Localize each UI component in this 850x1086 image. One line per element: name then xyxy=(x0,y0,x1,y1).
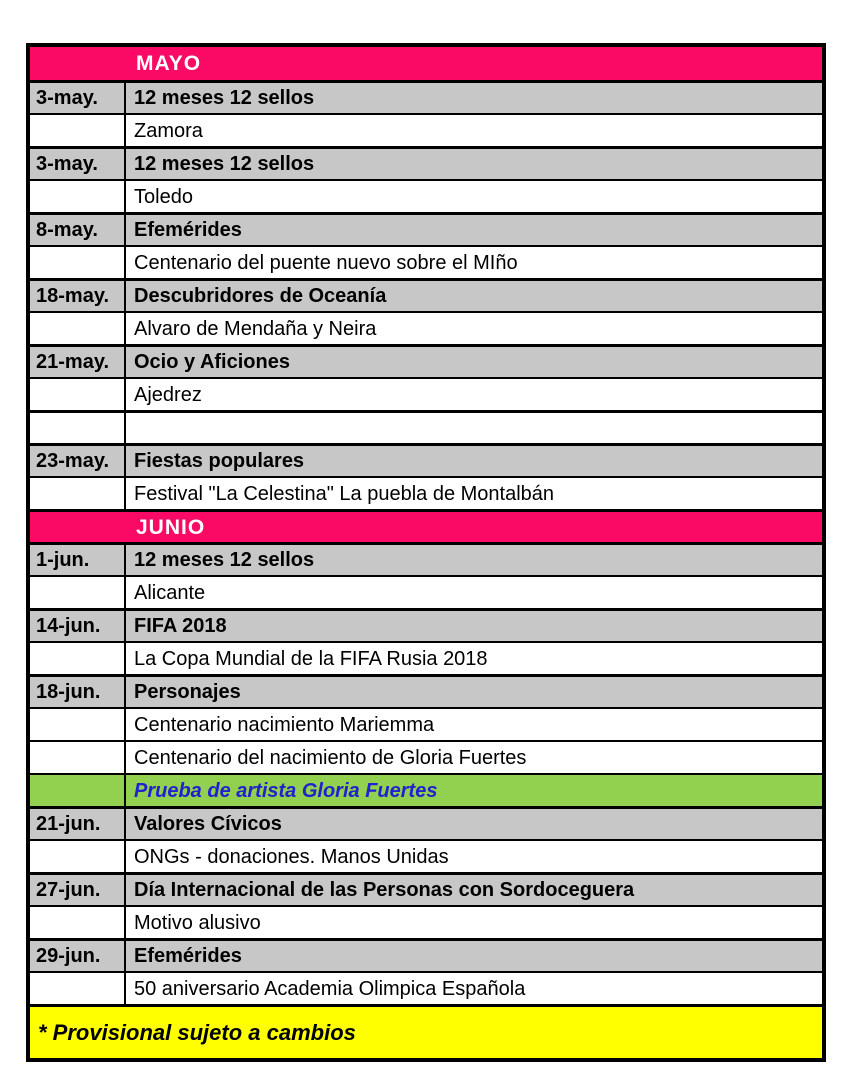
event-detail-cell: Centenario del puente nuevo sobre el MIño xyxy=(126,247,822,278)
table-row xyxy=(30,707,822,740)
event-title-cell: Personajes xyxy=(126,677,822,707)
date-cell xyxy=(30,841,126,872)
table-row xyxy=(30,575,822,608)
date-cell: 8-may. xyxy=(30,215,126,245)
event-detail-cell: Toledo xyxy=(126,181,822,212)
event-title-cell: FIFA 2018 xyxy=(126,611,822,641)
month-title: MAYO xyxy=(136,52,202,75)
month-header-row xyxy=(30,509,822,542)
table-row xyxy=(30,377,822,410)
table-row xyxy=(30,674,822,707)
date-cell: 23-may. xyxy=(30,446,126,476)
event-detail-cell: Ajedrez xyxy=(126,379,822,410)
table-row xyxy=(30,410,822,443)
date-cell xyxy=(30,115,126,146)
date-cell: 14-jun. xyxy=(30,611,126,641)
event-title-cell: Descubridores de Oceanía xyxy=(126,281,822,311)
month-header-row xyxy=(30,47,822,80)
event-title-cell: 12 meses 12 sellos xyxy=(126,83,822,113)
date-cell xyxy=(30,478,126,509)
event-detail-cell: Alicante xyxy=(126,577,822,608)
date-cell: 21-jun. xyxy=(30,809,126,839)
event-title-cell: 12 meses 12 sellos xyxy=(126,545,822,575)
table-row xyxy=(30,740,822,773)
event-detail-cell: Centenario del nacimiento de Gloria Fuertes xyxy=(126,742,822,773)
date-cell: 3-may. xyxy=(30,83,126,113)
event-detail-cell: Festival "La Celestina" La puebla de Montalbán xyxy=(126,478,822,509)
footer-note-row xyxy=(30,1004,822,1058)
date-cell xyxy=(30,577,126,608)
event-detail-cell: Centenario nacimiento Mariemma xyxy=(126,709,822,740)
date-cell xyxy=(30,413,126,443)
table-row xyxy=(30,971,822,1004)
event-detail-cell: La Copa Mundial de la FIFA Rusia 2018 xyxy=(126,643,822,674)
event-title-cell: Fiestas populares xyxy=(126,446,822,476)
event-title-cell: Ocio y Aficiones xyxy=(126,347,822,377)
date-cell: 27-jun. xyxy=(30,875,126,905)
date-cell xyxy=(30,775,126,806)
date-cell: 18-may. xyxy=(30,281,126,311)
date-cell xyxy=(30,181,126,212)
event-detail-cell: Prueba de artista Gloria Fuertes xyxy=(126,775,822,806)
table-row xyxy=(30,608,822,641)
date-cell: 18-jun. xyxy=(30,677,126,707)
month-title: JUNIO xyxy=(136,515,206,539)
table-row xyxy=(30,938,822,971)
table-row xyxy=(30,443,822,476)
table-row xyxy=(30,146,822,179)
table-row xyxy=(30,905,822,938)
table-row xyxy=(30,113,822,146)
event-title-cell: Día Internacional de las Personas con Sordoceguera xyxy=(126,875,822,905)
event-title-cell: Valores Cívicos xyxy=(126,809,822,839)
date-cell: 21-may. xyxy=(30,347,126,377)
table-row xyxy=(30,773,822,806)
table-row xyxy=(30,872,822,905)
event-detail-cell: Zamora xyxy=(126,115,822,146)
event-detail-cell xyxy=(126,413,822,443)
event-title-cell: Efemérides xyxy=(126,215,822,245)
date-cell: 1-jun. xyxy=(30,545,126,575)
date-cell xyxy=(30,313,126,344)
date-cell xyxy=(30,907,126,938)
date-cell xyxy=(30,742,126,773)
table-row xyxy=(30,641,822,674)
event-detail-cell: ONGs - donaciones. Manos Unidas xyxy=(126,841,822,872)
table-row xyxy=(30,278,822,311)
event-detail-cell: Motivo alusivo xyxy=(126,907,822,938)
date-cell xyxy=(30,973,126,1004)
table-row xyxy=(30,245,822,278)
table-row xyxy=(30,80,822,113)
table-row xyxy=(30,806,822,839)
date-cell xyxy=(30,247,126,278)
table-row xyxy=(30,839,822,872)
event-title-cell: Efemérides xyxy=(126,941,822,971)
event-detail-cell: 50 aniversario Academia Olimpica Española xyxy=(126,973,822,1004)
table-row xyxy=(30,344,822,377)
event-title-cell: 12 meses 12 sellos xyxy=(126,149,822,179)
table-row xyxy=(30,476,822,509)
table-row xyxy=(30,212,822,245)
table-row xyxy=(30,179,822,212)
table-row xyxy=(30,311,822,344)
footer-note: * Provisional sujeto a cambios xyxy=(38,1019,356,1045)
date-cell xyxy=(30,709,126,740)
event-detail-cell: Alvaro de Mendaña y Neira xyxy=(126,313,822,344)
date-cell: 3-may. xyxy=(30,149,126,179)
table-row xyxy=(30,542,822,575)
date-cell xyxy=(30,379,126,410)
stamp-issue-calendar-table xyxy=(26,43,826,1062)
date-cell xyxy=(30,643,126,674)
date-cell: 29-jun. xyxy=(30,941,126,971)
